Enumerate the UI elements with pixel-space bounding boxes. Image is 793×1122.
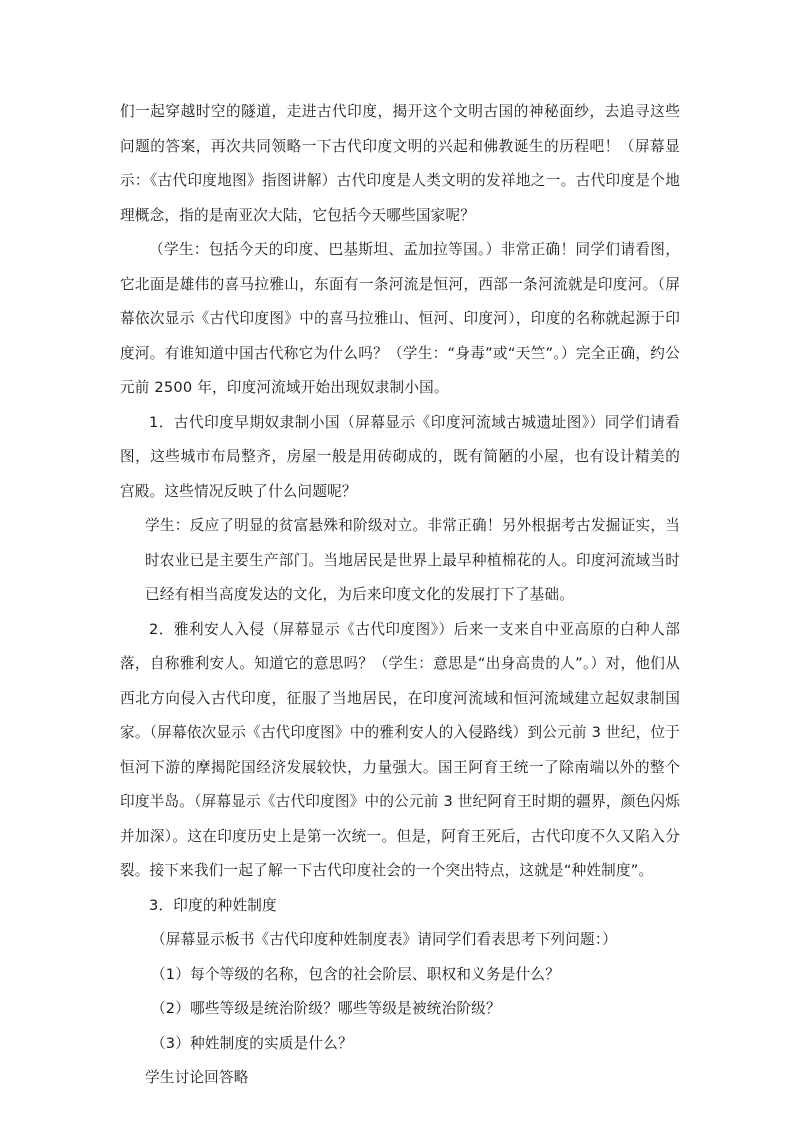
document-body [120,95,680,1096]
paragraph-question-3: （3）种姓制度的实质是什么？ [151,1034,353,1052]
paragraph-section-3-heading: 3．印度的种姓制度 [149,896,277,914]
paragraph-student-discussion: 学生讨论回答略 [145,1069,249,1086]
paragraph-question-2: （2）哪些等级是统治阶级？哪些等级是被统治阶级？ [151,1000,501,1017]
paragraph-student-answer-countries: （学生：包括今天的印度、巴基斯坦、孟加拉等国。）非常正确！同学们请看图，它北面是雄伟的喜马拉雅山，东面有一条河流是恒河，西部一条河流就是印度河。（屏幕依次显示《古代印度图》中的喜马拉雅山、恒河、印度河），印度的名称就起源于印度河。有谁知道中国古代称它为什么吗？（学生：“身毒”或“天竺”。）完全正确，约公元前 2500 年，印度河流域开始出现奴隶制小国。 [120,241,680,396]
paragraph-question-1: （1）每个等级的名称，包含的社会阶层、职权和义务是什么？ [151,965,560,983]
paragraph-section-1: 1．古代印度早期奴隶制小国（屏幕显示《印度河流域古城遗址图》）同学们请看图，这些城市布局整齐，房屋一般是用砖砌成的，既有简陋的小屋，也有设计精美的宫殿。这些情况反映了什么问题呢？ [120,413,680,500]
paragraph-student-answer-class: 学生：反应了明显的贫富悬殊和阶级对立。非常正确！另外根据考古发掘证实，当时农业已是主要生产部门。当地居民是世界上最早种植棉花的人。印度河流域当时已经有相当高度发达的文化，为后来印度文化的发展打下了基础。 [145,517,680,603]
paragraph-screen-prompt: （屏幕显示板书《古代印度种姓制度表》请同学们看表思考下列问题：） [151,931,618,948]
paragraph-section-2: 2．雅利安人入侵（屏幕显示《古代印度图》）后来一支来自中亚高原的白种人部落，自称雅利安人。知道它的意思吗？（学生：意思是“出身高贵的人”。）对，他们从西北方向侵入古代印度，征服了当地居民，在印度河流域和恒河流域建立起奴隶制国家。（屏幕依次显示《古代印度图》中的雅利安人的入侵路线）到公元前 3 世纪，位于恒河下游的摩揭陀国经济发展较快，力量强大。国王阿育王统一了除南端以外的整个印度半岛。（屏幕显示《古代印度图》中的公元前 3 世纪阿育王时期的疆界，颜色闪烁并加深）。这在印度历史上是第一次统一。但是，阿育王死后，古代印度不久又陷入分裂。接下来我们一起了解一下古代印度社会的一个突出特点，这就是“种姓制度”。 [120,620,680,879]
paragraph-intro: 们一起穿越时空的隧道，走进古代印度，揭开这个文明古国的神秘面纱，去追寻这些问题的答案，再次共同领略一下古代印度文明的兴起和佛教诞生的历程吧！（屏幕显示：《古代印度地图》指图讲解）古代印度是人类文明的发祥地之一。古代印度是个地理概念，指的是南亚次大陆，它包括今天哪些国家呢？ [120,103,680,224]
